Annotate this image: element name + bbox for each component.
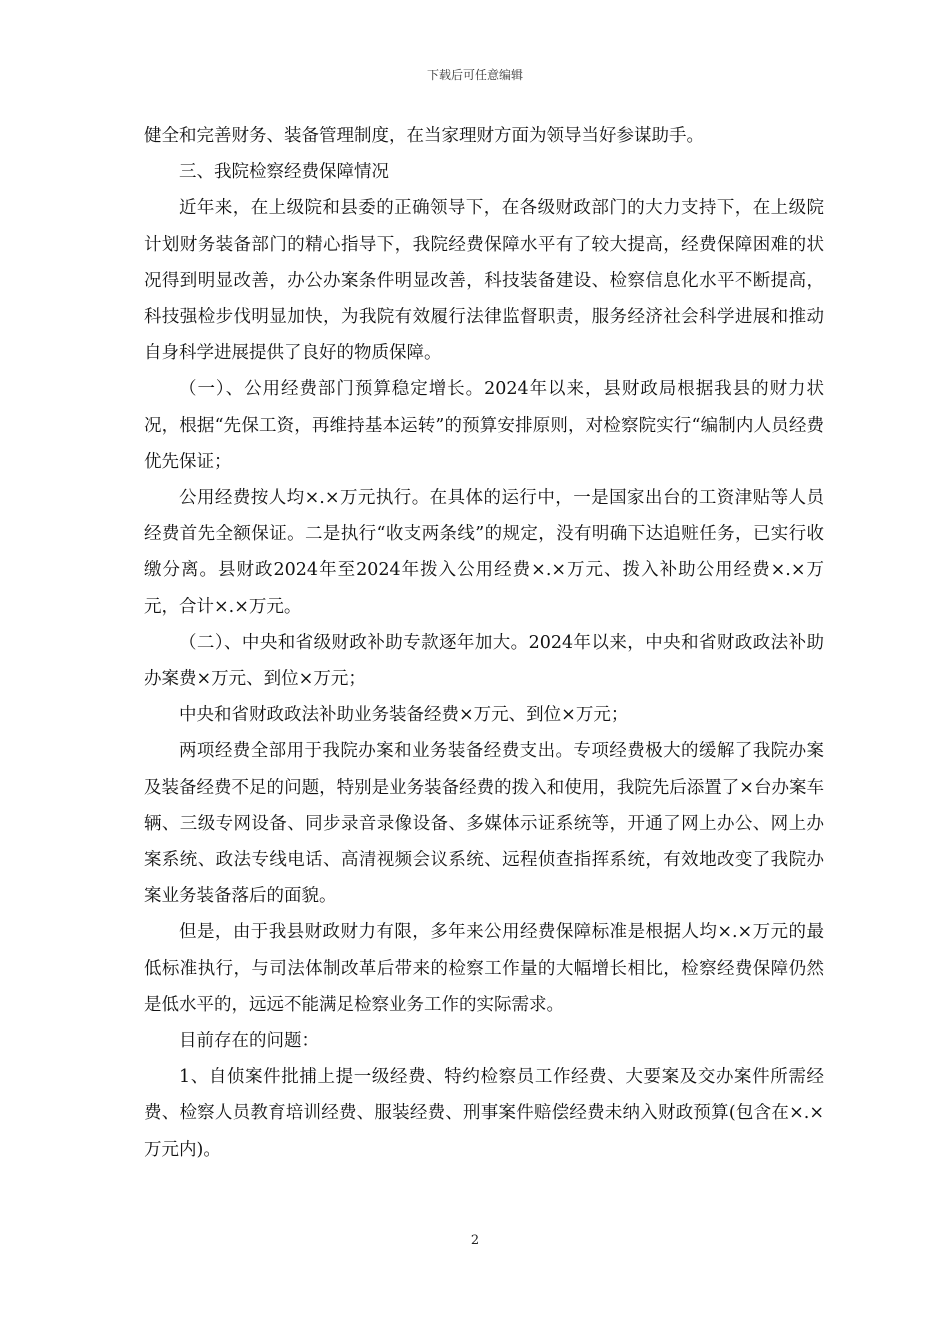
paragraph-8: 两项经费全部用于我院办案和业务装备经费支出。专项经费极大的缓解了我院办案及装备经费不足的问题，特别是业务装备经费的拨入和使用，我院先后添置了×台办案车辆、三级专网设备、同步录音录像设备、多媒体示证系统等，开通了网上办公、网上办案系统、政法专线电话、高清视频会议系统、远程侦查指挥系统，有效地改变了我院办案业务装备落后的面貌。 <box>144 741 824 907</box>
paragraph-4: （一）、公用经费部门预算稳定增长。2024年以来，县财政局根据我县的财力状况，根据“先保工资，再维持基本运转”的预算安排原则，对检察院实行“编制内人员经费优先保证； <box>144 379 824 472</box>
page-header: 下载后可任意编辑 <box>426 68 523 82</box>
paragraph-6: （二）、中央和省级财政补助专款逐年加大。2024年以来，中央和省财政政法补助办案费×万元、到位×万元； <box>144 632 824 690</box>
paragraph-7: 中央和省财政政法补助业务装备经费×万元、到位×万元； <box>179 705 629 726</box>
paragraph-5: 公用经费按人均×.×万元执行。在具体的运行中，一是国家出台的工资津贴等人员经费首先全额保证。二是执行“收支两条线”的规定，没有明确下达追赃任务，已实行收缴分离。县财政2024年至2024年拨入公用经费×.×万元、拨入补助公用经费×.×万元，合计×.×万元。 <box>144 488 824 617</box>
section-heading: 三、我院检察经费保障情况 <box>179 162 389 183</box>
paragraph-3: 近年来，在上级院和县委的正确领导下，在各级财政部门的大力支持下，在上级院计划财务装备部门的精心指导下，我院经费保障水平有了较大提高，经费保障困难的状况得到明显改善，办公办案条件明显改善，科技装备建设、检察信息化水平不断提高，科技强检步伐明显加快，为我院有效履行法律监督职责，服务经济社会科学进展和推动自身科学进展提供了良好的物质保障。 <box>144 198 824 364</box>
paragraph-1: 健全和完善财务、装备管理制度，在当家理财方面为领导当好参谋助手。 <box>144 126 704 146</box>
paragraph-10: 目前存在的问题： <box>179 1031 319 1052</box>
document-body <box>144 118 824 1168</box>
page-number: 2 <box>470 1233 480 1248</box>
paragraph-11: 1、自侦案件批捕上提一级经费、特约检察员工作经费、大要案及交办案件所需经费、检察人员教育培训经费、服装经费、刑事案件赔偿经费未纳入财政预算(包含在×.×万元内)。 <box>144 1067 824 1160</box>
paragraph-9: 但是，由于我县财政财力有限，多年来公用经费保障标准是根据人均×.×万元的最低标准执行，与司法体制改革后带来的检察工作量的大幅增长相比，检察经费保障仍然是低水平的，远远不能满足检察业务工作的实际需求。 <box>144 922 824 1015</box>
